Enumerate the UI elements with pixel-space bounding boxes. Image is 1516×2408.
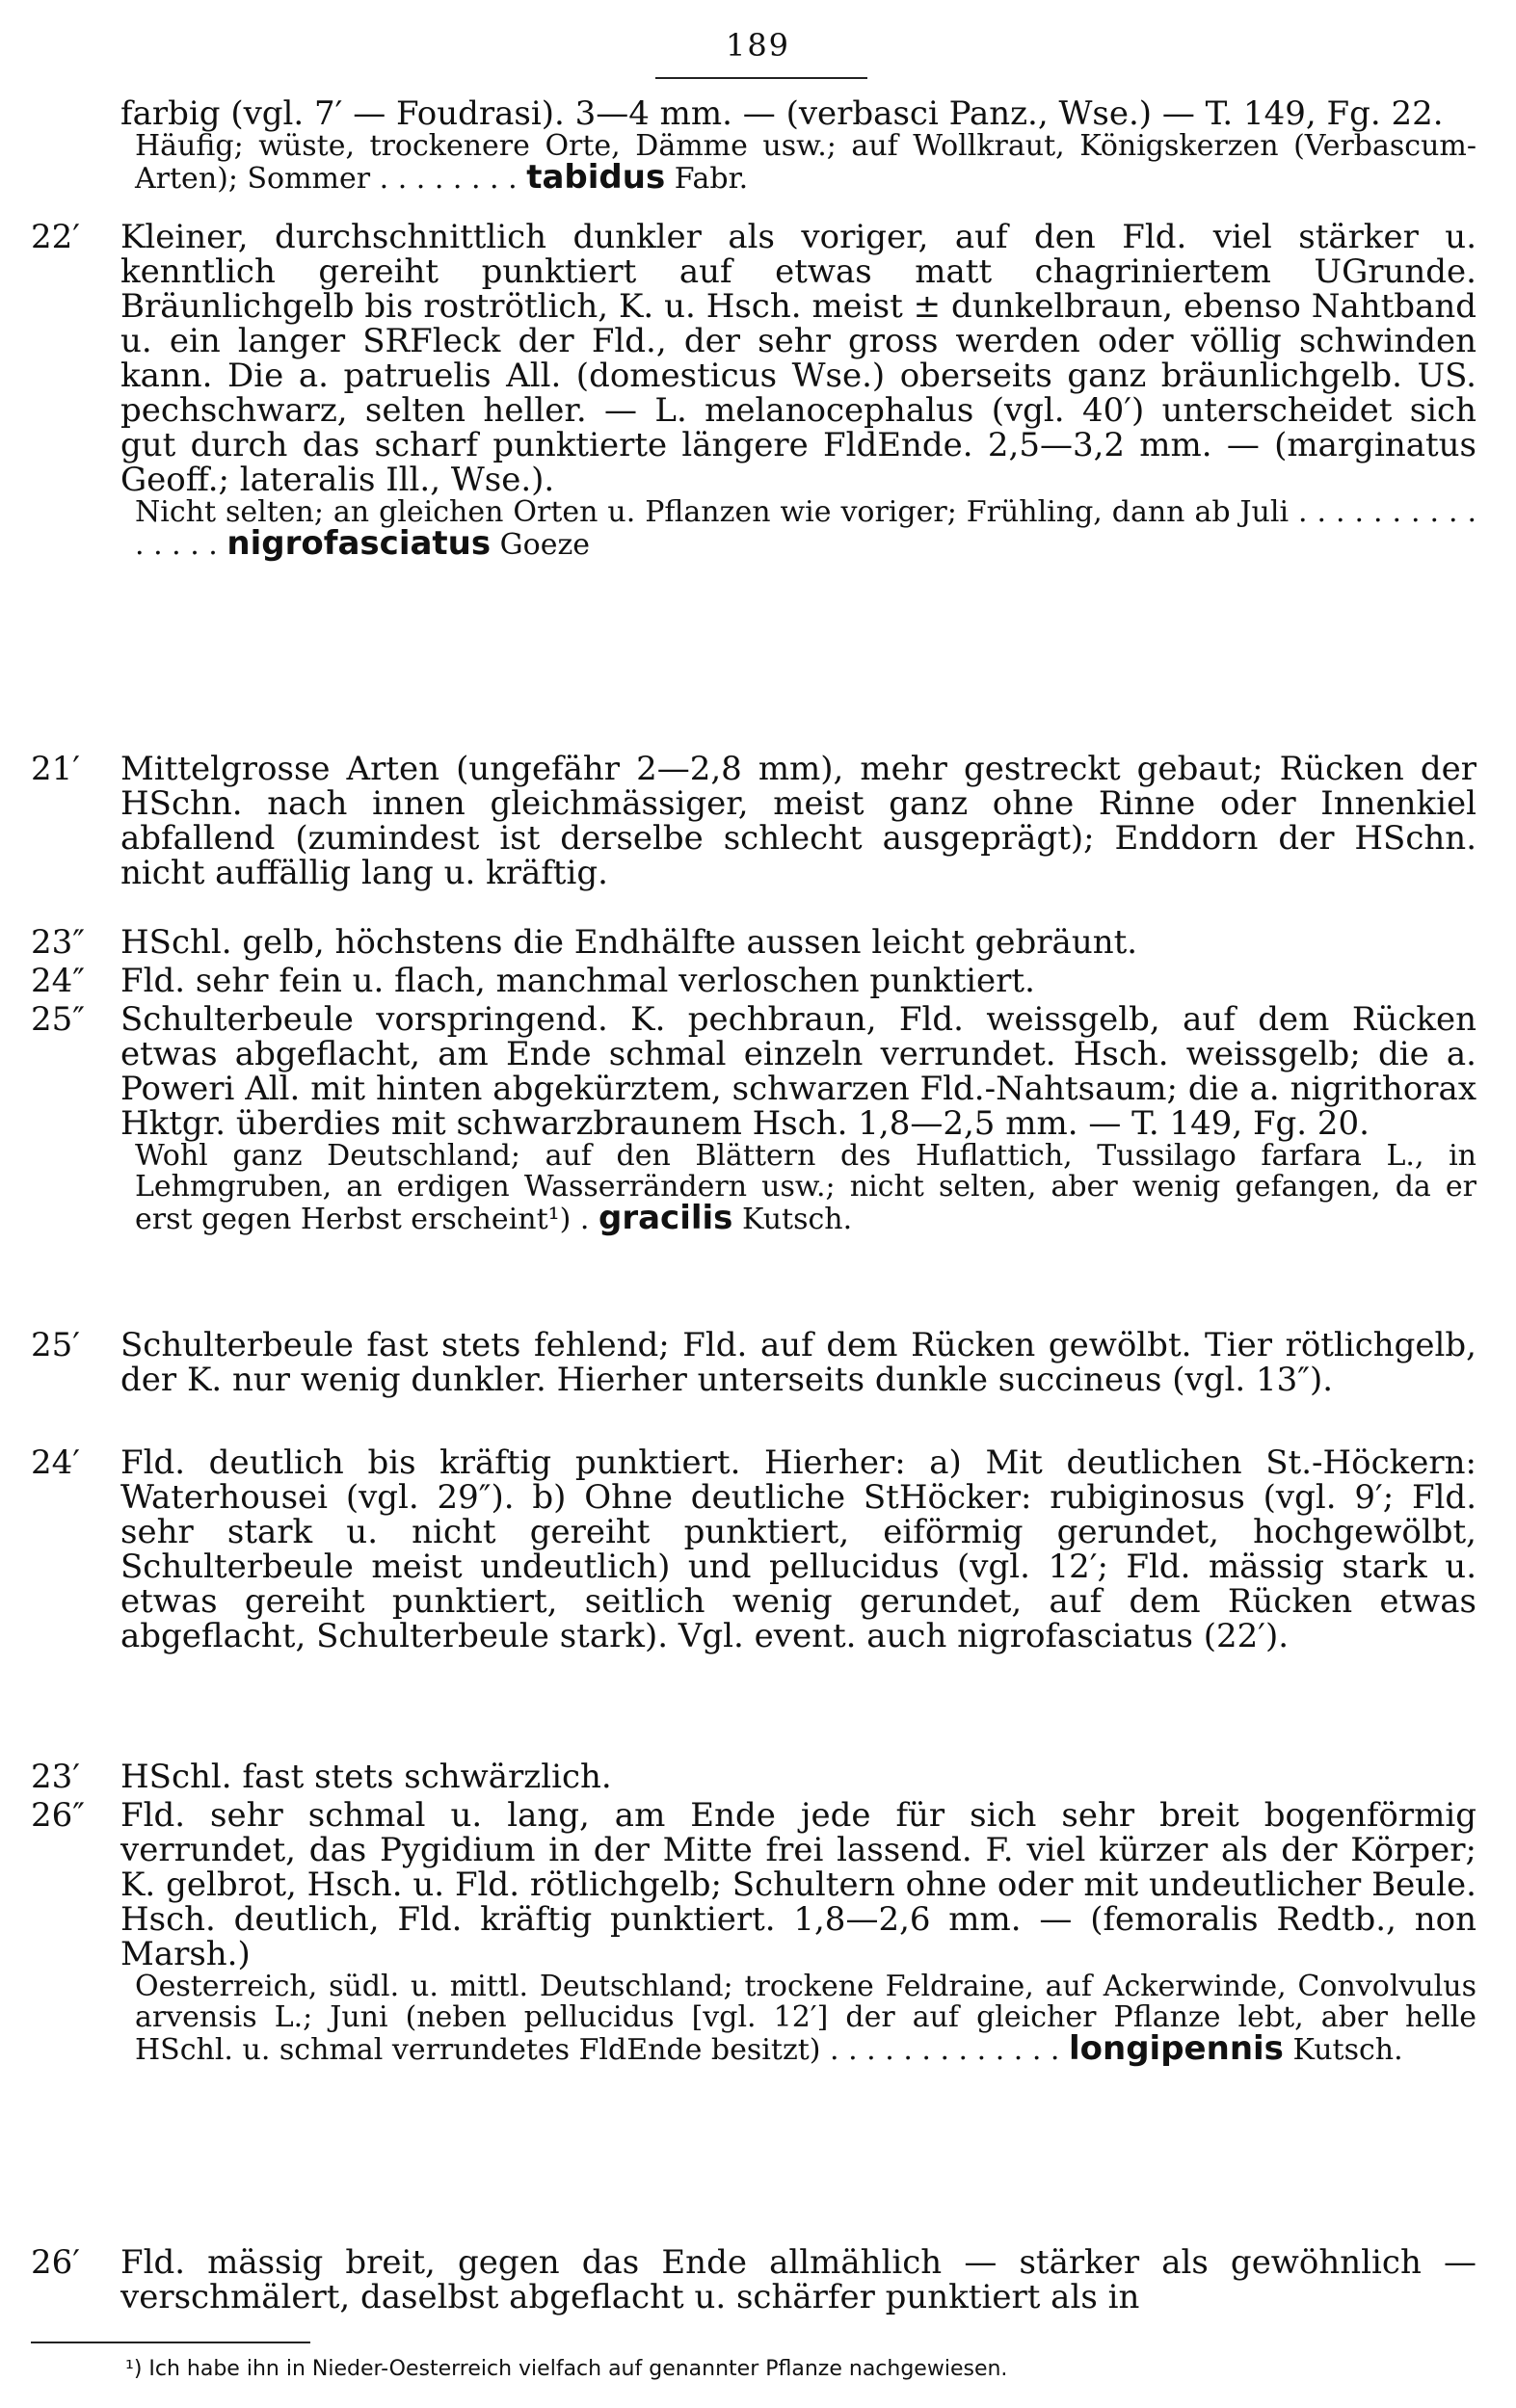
couplet-number: 24′ [31, 1443, 80, 1482]
couplet-number: 21′ [31, 750, 80, 788]
entry-25-prime [31, 1328, 1476, 1397]
header-rule [655, 77, 867, 79]
entry-text: farbig (vgl. 7′ — Foudrasi). 3—4 mm. — (verbasci Panz., Wse.) — T. 149, Fg. 22. [120, 94, 1444, 133]
couplet-number: 24″ [31, 962, 85, 1000]
entry-note: Oesterreich, südl. u. mittl. Deutschland; trockene Feldraine, auf Ackerwinde, Convolvulus arvensis L.; Juni (neben pellucidus [vgl. 12′] der auf gleicher Pflanze lebt, aber helle HSchl. u. schmal verrundetes FldEnde besitzt) . . . . . . . . . . . . . longipennis Kutsch. [135, 1970, 1476, 2068]
couplet-number: 25′ [31, 1326, 80, 1364]
couplet-number: 26′ [31, 2243, 80, 2282]
entry-text: Fld. sehr schmal u. lang, am Ende jede für sich sehr breit bogenförmig verrundet, das Pygidium in der Mitte frei lassend. F. viel kürzer als der Körper; K. gelbrot, Hsch. u. Fld. rötlichgelb; Schultern ohne oder mit undeutlicher Beule. Hsch. deutlich, Fld. kräftig punktiert. 1,8—2,6 mm. — (femoralis Redtb., non Marsh.) [120, 1796, 1476, 1973]
entry-text: Fld. mässig breit, gegen das Ende allmählich — stärker als gewöhnlich — verschmälert, daselbst abgeflacht u. schärfer punktiert als in [120, 2243, 1476, 2316]
couplet-number: 23′ [31, 1758, 80, 1796]
entry-25-double [31, 1002, 1476, 1235]
entry-note: Wohl ganz Deutschland; auf den Blättern des Huflattich, Tussilago farfara L., in Lehmgruben, an erdigen Wasserrändern usw.; nicht selten, aber wenig gefangen, da er erst gegen Herbst erscheint¹) . gracilis Kutsch. [135, 1139, 1476, 1237]
entry-text: Kleiner, durchschnittlich dunkler als voriger, auf den Fld. viel stärker u. kenntlich gereiht punktiert auf etwas matt chagriniertem UGrunde. Bräunlichgelb bis roströtlich, K. u. Hsch. meist ± dunkelbraun, ebenso Nahtband u. ein langer SRFleck der Fld., der sehr gross werden oder völlig schwinden kann. Die a. patruelis All. (domesticus Wse.) oberseits ganz bräunlichgelb. US. pechschwarz, selten heller. — L. melanocephalus (vgl. 40′) unterscheidet sich gut durch das scharf punktierte längere FldEnde. 2,5—3,2 mm. — (marginatus Geoff.; lateralis Ill., Wse.). [120, 218, 1476, 499]
entry-21-prime [31, 752, 1476, 890]
couplet-number: 25″ [31, 1000, 85, 1039]
entry-23-double [31, 925, 1476, 960]
entry-text: Fld. sehr fein u. flach, manchmal verloschen punktiert. [120, 962, 1035, 1000]
page-number: 189 [725, 27, 791, 64]
entry-24-prime [31, 1445, 1476, 1654]
species-name: nigrofasciatus [226, 524, 492, 563]
species-name: longipennis [1069, 2029, 1284, 2068]
entry-text: Schulterbeule fast stets fehlend; Fld. auf dem Rücken gewölbt. Tier rötlichgelb, der K. nur wenig dunkler. Hierher unterseits dunkle succineus (vgl. 13″). [120, 1326, 1476, 1399]
entry-26-prime [31, 2245, 1476, 2315]
entry-0 [31, 96, 1476, 195]
entry-note: Häufig; wüste, trockenere Orte, Dämme usw.; auf Wollkraut, Königskerzen (Verbascum-Arten); Sommer . . . . . . . . tabidus Fabr. [135, 129, 1476, 197]
entry-22-prime [31, 220, 1476, 561]
entry-text: Mittelgrosse Arten (ungefähr 2—2,8 mm), mehr gestreckt gebaut; Rücken der HSchn. nach innen gleichmässiger, meist ganz ohne Rinne oder Innenkiel abfallend (zumindest ist derselbe schlecht ausgeprägt); Enddorn der HSchn. nicht auffällig lang u. kräftig. [120, 750, 1476, 892]
entry-23-prime [31, 1760, 1476, 1794]
entry-text: Schulterbeule vorspringend. K. pechbraun, Fld. weissgelb, auf dem Rücken etwas abgeflacht, am Ende schmal einzeln verrundet. Hsch. weissgelb; die a. Poweri All. mit hinten abgekürztem, schwarzen Fld.-Nahtsaum; die a. nigrithorax Hktgr. überdies mit schwarzbraunem Hsch. 1,8—2,5 mm. — T. 149, Fg. 20. [120, 1000, 1476, 1143]
couplet-number: 22′ [31, 218, 80, 256]
entry-text: Fld. deutlich bis kräftig punktiert. Hierher: a) Mit deutlichen St.-Höckern: Waterhousei (vgl. 29″). b) Ohne deutliche StHöcker: rubiginosus (vgl. 9′; Fld. sehr stark u. nicht gereiht punktiert, eiförmig gerundet, hochgewölbt, Schulterbeule meist undeutlich) und pellucidus (vgl. 12′; Fld. mässig stark u. etwas gereiht punktiert, seitlich wenig gerundet, auf dem Rücken etwas abgeflacht, Schulterbeule stark). Vgl. event. auch nigrofasciatus (22′). [120, 1443, 1476, 1655]
entry-text: HSchl. fast stets schwärzlich. [120, 1758, 612, 1796]
entry-text: HSchl. gelb, höchstens die Endhälfte aussen leicht gebräunt. [120, 923, 1138, 962]
entry-24-double [31, 964, 1476, 998]
species-name: tabidus [526, 158, 666, 197]
species-name: gracilis [598, 1199, 733, 1237]
entry-note: Nicht selten; an gleichen Orten u. Pflanzen wie voriger; Frühling, dann ab Juli . . . . . . . . . . . . . . . nigrofasciatus Goeze [135, 495, 1476, 563]
footnote-rule [31, 2342, 310, 2343]
entry-26-double [31, 1798, 1476, 2066]
couplet-number: 23″ [31, 923, 85, 962]
couplet-number: 26″ [31, 1796, 85, 1835]
footnote: ¹) Ich habe ihn in Nieder-Oesterreich vielfach auf genannter Pflanze nachgewiesen. [125, 2357, 1008, 2381]
